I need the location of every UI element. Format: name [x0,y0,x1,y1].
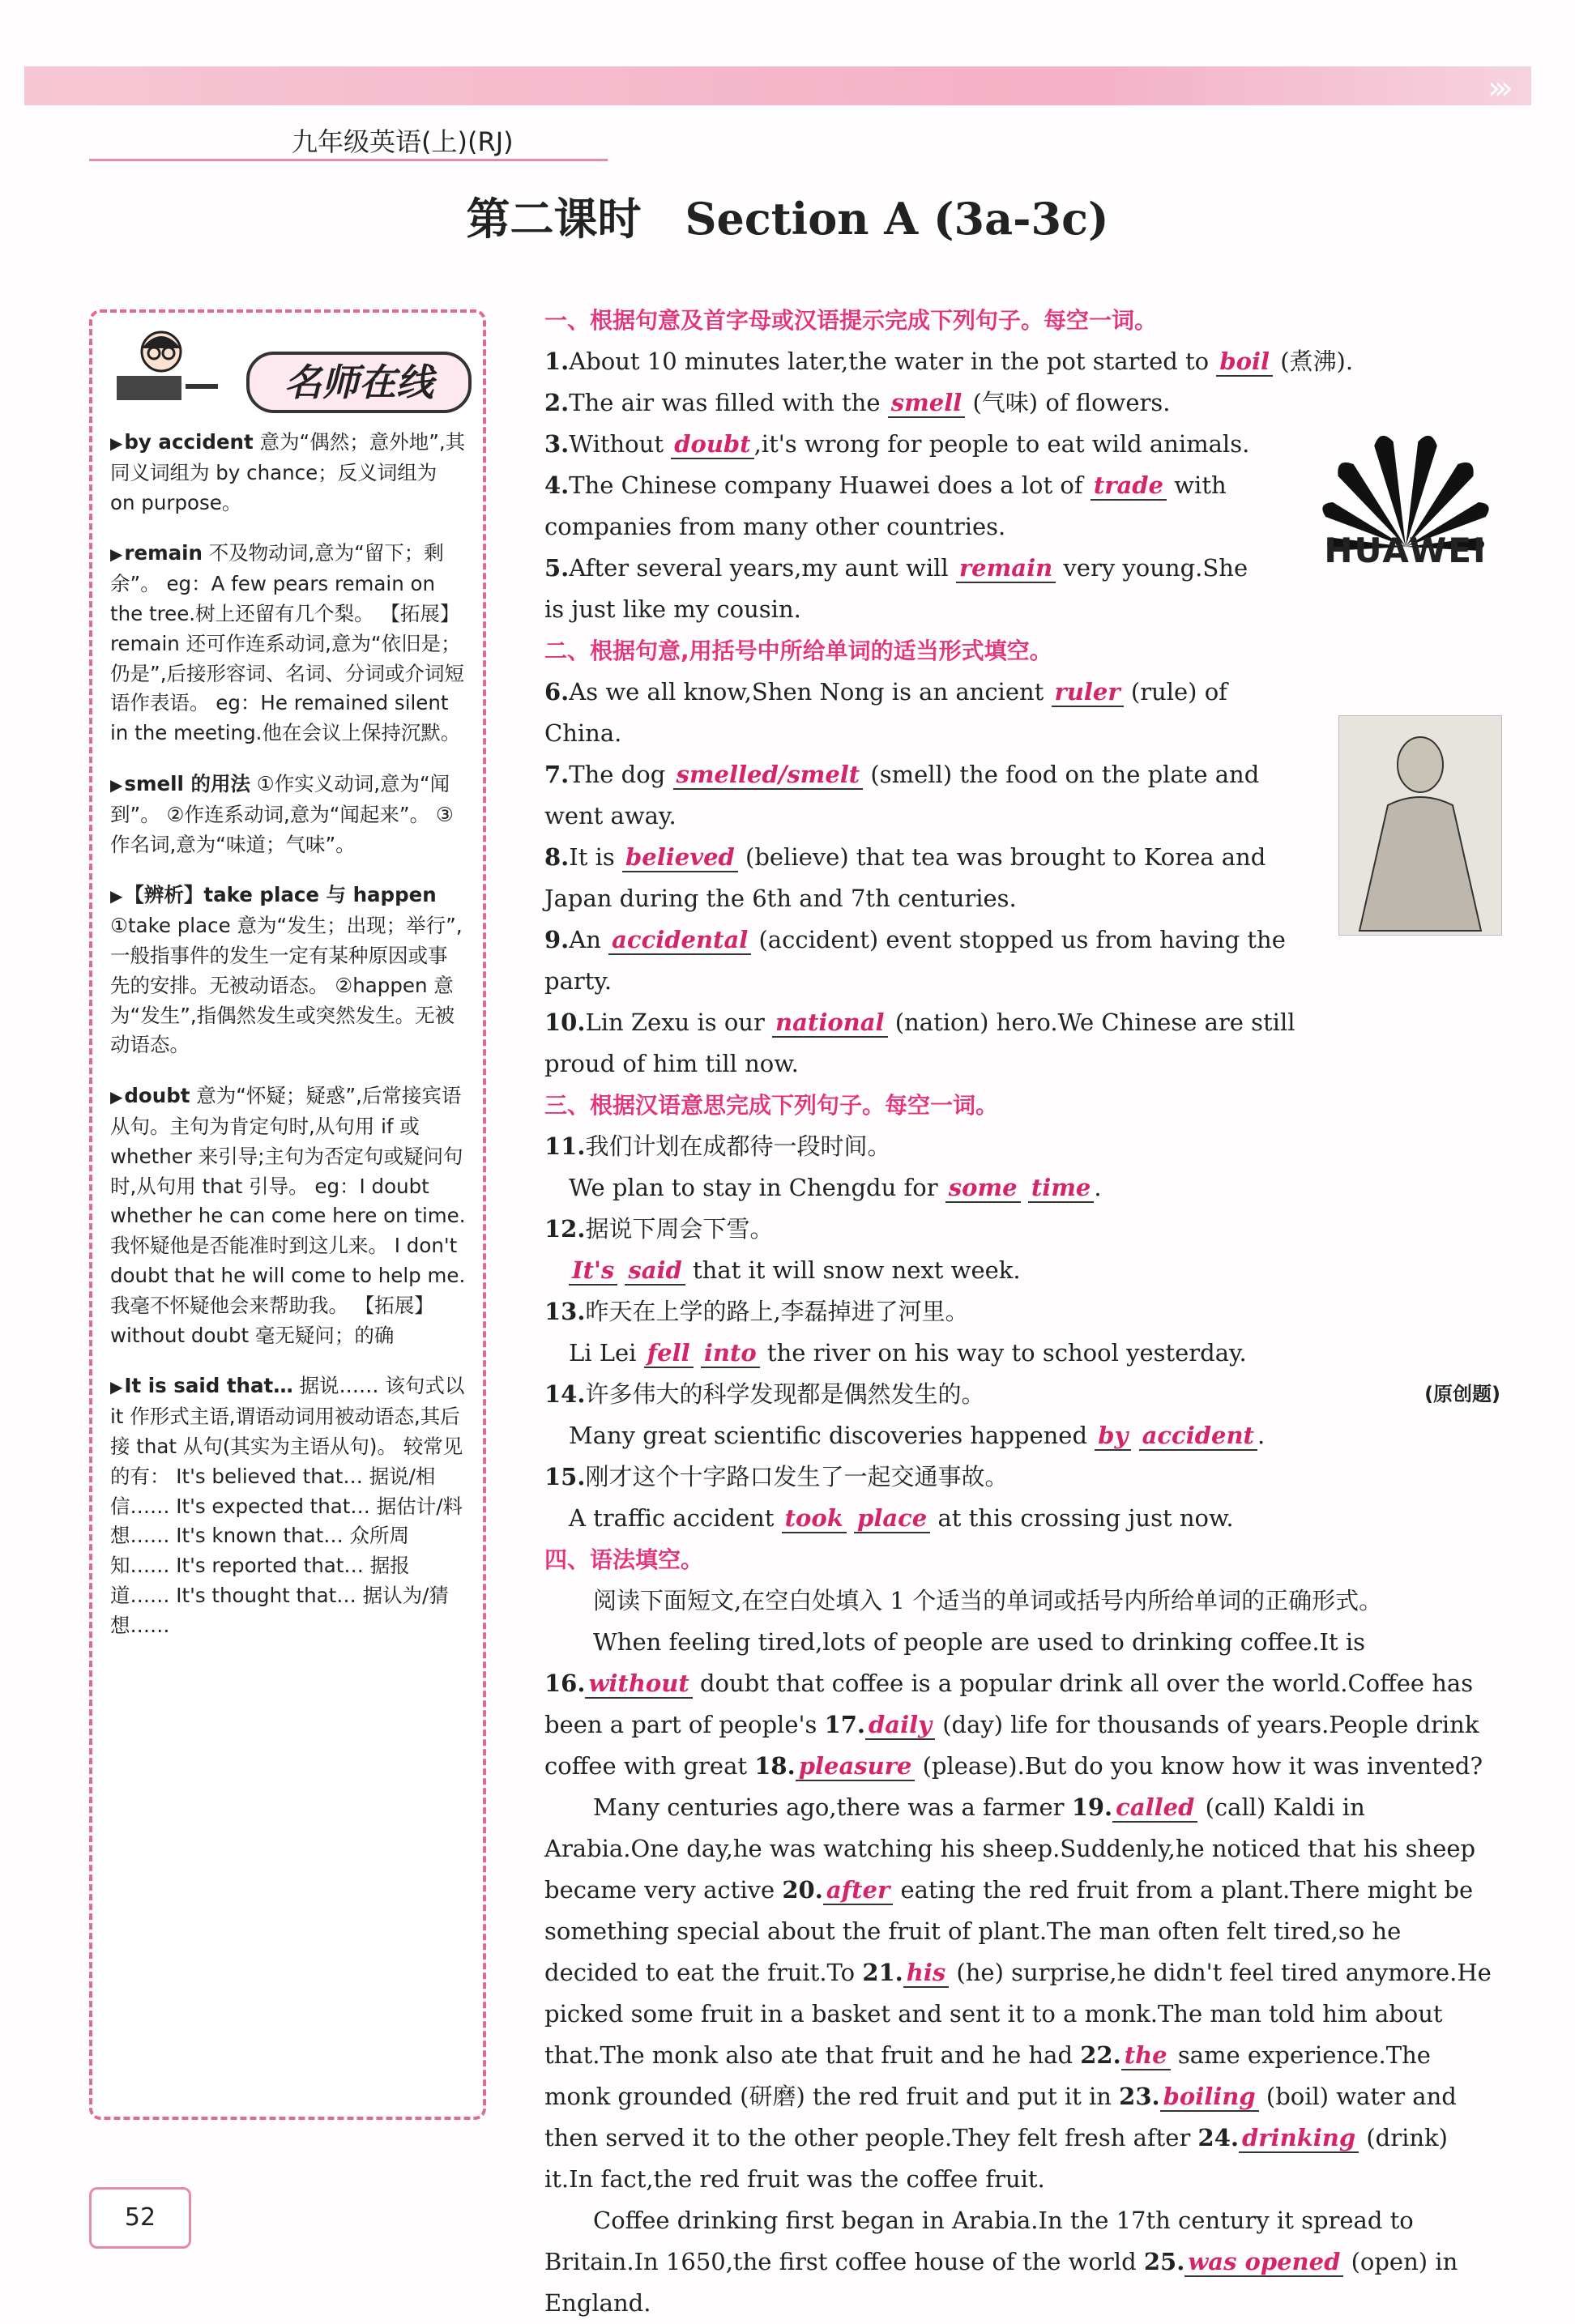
question-text: (smell) the food on the plate and went away. [544,761,1260,829]
notes-list [110,428,467,1661]
page-number: 52 [89,2187,191,2249]
note-item [110,881,467,1060]
question-text: . [1257,1422,1266,1449]
cloze-text: (boil) water and then served it to the other people.They felt fresh after [544,2083,1457,2151]
question-14 [544,1374,1500,1415]
answer-blank: It's [569,1256,617,1286]
answer-blank: trade [1091,471,1167,501]
cloze-instructions: 阅读下面短文,在空白处填入 1 个适当的单词或括号内所给单词的正确形式。 [593,1587,1383,1614]
question-text: The Chinese company Huawei does a lot of [569,471,1083,499]
note-heading: ▶ 【辨析】take place 与 happen [110,883,437,906]
question-text: Li Lei [569,1339,637,1367]
blank-number: 22. [1080,2041,1121,2069]
cloze-text: (please).But do you know how it was invented? [922,1752,1483,1780]
cloze-text: When feeling tired,lots of people are used to drinking coffee.It is [593,1628,1366,1656]
question-number: 12. [544,1215,586,1243]
question-chinese: 我们计划在成都待一段时间。 [585,1132,891,1160]
question-13-en [544,1333,1500,1374]
question-text: After several years,my aunt will [569,554,949,582]
answer-blank: pleasure [796,1752,916,1781]
blank-number: 24. [1197,2124,1239,2151]
question-number: 5. [544,554,570,582]
answer-blank: smell [888,389,966,418]
cloze-text: (open) in England. [544,2248,1458,2317]
answer-blank: by [1095,1422,1131,1451]
question-text: (rule) of China. [544,678,1227,747]
note-heading: ▶ by accident [110,430,254,454]
answer-blank: doubt [671,430,753,459]
question-number: 9. [544,926,570,953]
cloze-text: Coffee drinking first began in Arabia.In the 17th century it spread to Britain.In 1650,the first coffee house of the world [544,2207,1414,2275]
question-13 [544,1291,1500,1333]
question-11-en [544,1167,1500,1209]
question-text: (believe) that tea was brought to Korea and Japan during the 6th and 7th centuries. [544,843,1266,912]
answer-blank: some [945,1174,1021,1203]
cloze-text: Many centuries ago,there was a farmer [593,1793,1065,1821]
question-number: 6. [544,678,570,706]
blank-number: 17. [824,1711,866,1738]
answer-blank: time [1028,1174,1095,1203]
note-body: 意为“怀疑；疑惑”,后常接宾语从句。主句为肯定句时,从句用 if 或 whether 来引导;主句为否定句或疑问句时,从句用 that 引导。 eg：I doubt whether he can come here on time.我怀疑他是否能准时到这儿来。 I don't doubt that he will come to help me.我毫不怀疑他会来帮助我。 【拓展】without doubt 毫无疑问；的确 [110,1084,466,1347]
answer-blank: into [701,1339,760,1368]
answer-blank: fell [644,1339,694,1368]
question-9 [544,919,1306,1002]
question-chinese: 刚才这个十字路口发生了一起交通事故。 [585,1463,1009,1490]
question-text: A traffic accident [569,1504,775,1532]
question-text: very young.She is just like my cousin. [544,554,1248,623]
answer-blank: said [625,1256,685,1286]
note-item [110,770,467,859]
answer-blank: boiling [1160,2083,1259,2112]
answer-blank: after [823,1876,893,1905]
question-4 [544,465,1274,548]
original-tag: (原创题) [1424,1383,1500,1405]
note-body: 不及物动词,意为“留下；剩余”。 eg：A few pears remain on the tree.树上还留有几个梨。 【拓展】remain 还可作连系动词,意为“依旧是；仍是”,后接形容词、名词、分词或介词短语作表语。 eg：He remained silent in the meeting.他在会议上保持沉默。 [110,541,464,745]
cloze-text: same experience.The monk grounded (研磨) the red fruit and put it in [544,2041,1431,2110]
cloze-paragraph-2 [544,1787,1500,2200]
question-number: 15. [544,1463,586,1490]
question-text: Many great scientific discoveries happened [569,1422,1088,1449]
question-text: (accident) event stopped us from having the party. [544,926,1286,995]
cloze-text: (day) life for thousands of years.People drink coffee with great [544,1711,1479,1780]
answer-blank: smelled/smelt [673,761,864,790]
sidebar-header [109,321,473,410]
answer-blank: daily [865,1711,935,1740]
arrows-icon: ››› [1488,70,1507,107]
cloze-text: (drink) it.In fact,the red fruit was the coffee fruit. [544,2124,1448,2193]
question-number: 4. [544,471,570,499]
question-number: 1. [544,348,570,375]
section-heading: 三、根据汉语意思完成下列句子。每空一词。 [544,1092,999,1119]
question-text: The dog [569,761,666,788]
answer-blank: ruler [1052,678,1124,707]
question-text: with companies from many other countries. [544,471,1227,540]
answer-blank: without [585,1669,692,1699]
question-number: 14. [544,1380,586,1408]
answer-blank: national [772,1008,888,1038]
question-2 [544,382,1500,424]
cloze-text: (call) Kaldi in Arabia.One day,he was watching his sheep.Suddenly,he noticed that his sheep became very active [544,1793,1476,1904]
answer-blank: accident [1139,1422,1257,1451]
cloze-text: doubt that coffee is a popular drink all over the world.Coffee has been a part of people's [544,1669,1474,1738]
question-text: ,it's wrong for people to eat wild animals. [753,430,1250,458]
note-item [110,539,467,748]
question-text: Lin Zexu is our [585,1008,765,1036]
answer-blank: boil [1216,348,1273,377]
question-12-en [544,1250,1500,1291]
book-title: 九年级英语(上)(RJ) [292,126,514,157]
answer-blank: remain [956,554,1056,583]
answer-blank: called [1112,1793,1197,1823]
cloze-text: eating the red fruit from a plant.There might be something special about the fruit of plant.The man often felt tired,so he decided to eat the fruit.To [544,1876,1474,1986]
question-text: Without [569,430,664,458]
blank-number: 25. [1143,2248,1185,2275]
note-body: 据说…… 该句式以 it 作形式主语,谓语动词用被动语态,其后接 that 从句(其实为主语从句)。 较常见的有： It's believed that… 据说/相信…… It's expected that… 据估计/料想…… It's known that… 众所周知…… It's reported that… 据报道…… It's thought that… 据认为/猜想…… [110,1374,465,1637]
cloze-paragraph-3 [544,2200,1500,2324]
cloze-text: (he) surprise,he didn't feel tired anymore.He picked some fruit in a basket and sent it to a monk.The man told him about that.The monk also ate that fruit and he had [544,1959,1492,2069]
answer-blank: place [854,1504,930,1533]
exercise-column [544,300,1500,2324]
question-number: 10. [544,1008,586,1036]
question-number: 13. [544,1298,586,1325]
lesson-title: 第二课时 Section A (3a-3c) [466,193,1109,245]
teacher-sidebar [89,309,486,2120]
note-item [110,1371,467,1640]
answer-blank: was opened [1184,2248,1343,2277]
question-chinese: 许多伟大的科学发现都是偶然发生的。 [585,1380,985,1408]
answer-blank: drinking [1239,2124,1359,2153]
blank-number: 21. [862,1959,903,1986]
question-text: The air was filled with the [569,389,881,416]
question-text: (气味) of flowers. [972,389,1171,416]
question-15-en [544,1498,1500,1539]
question-text: It is [569,843,615,871]
note-body: ①take place 意为“发生；出现；举行”,一般指事件的发生一定有某种原因或事先的安排。无被动语态。 ②happen 意为“发生”,指偶然发生或突然发生。无被动语态。 [110,914,463,1057]
question-15 [544,1456,1500,1498]
question-7 [544,754,1306,837]
question-number: 7. [544,761,570,788]
note-item [110,428,467,518]
note-heading: ▶ doubt [110,1084,190,1107]
section-heading: 一、根据句意及首字母或汉语提示完成下列句子。每空一词。 [544,307,1158,334]
blank-number: 16. [544,1669,586,1697]
section-heading: 二、根据句意,用括号中所给单词的适当形式填空。 [544,638,1052,664]
question-6 [544,672,1306,754]
teacher-icon [117,327,222,404]
question-text: About 10 minutes later,the water in the pot started to [569,348,1210,375]
blank-number: 23. [1119,2083,1160,2110]
question-11 [544,1126,1500,1167]
question-text: the river on his way to school yesterday. [766,1339,1247,1367]
blank-number: 18. [754,1752,796,1780]
question-14-en [544,1415,1500,1456]
sidebar-banner: 名师在线 [246,352,472,413]
note-heading: ▶ smell 的用法 [110,772,250,795]
question-text: An [569,926,601,953]
question-3 [544,424,1500,465]
answer-blank: accidental [608,926,751,955]
answer-blank: took [782,1504,847,1533]
note-body: 意为“偶然；意外地”,其同义词组为 by chance；反义词组为 on purpose。 [110,430,466,514]
question-number: 11. [544,1132,586,1160]
question-chinese: 昨天在上学的路上,李磊掉进了河里。 [585,1298,969,1325]
cloze-paragraph-1 [544,1622,1500,1787]
note-heading: ▶ remain [110,541,203,565]
answer-blank: his [903,1959,949,1988]
question-text: (煮沸). [1280,348,1354,375]
question-12 [544,1209,1500,1250]
question-number: 2. [544,389,570,416]
question-number: 8. [544,843,570,871]
note-item [110,1081,467,1350]
question-10 [544,1002,1306,1085]
question-8 [544,837,1306,919]
huawei-logo-text: HUAWEI [1324,531,1488,570]
top-band [24,66,1531,105]
answer-blank: the [1121,2041,1171,2070]
section-heading: 四、语法填空。 [544,1546,704,1573]
question-text: at this crossing just now. [937,1504,1234,1532]
question-text: (nation) hero.We Chinese are still proud of him till now. [544,1008,1295,1077]
question-5 [544,548,1274,630]
question-1 [544,341,1500,382]
question-number: 3. [544,430,570,458]
note-heading: ▶ It is said that… [110,1374,293,1397]
blank-number: 19. [1071,1793,1113,1821]
header-line [89,159,608,161]
question-text: As we all know,Shen Nong is an ancient [569,678,1044,706]
question-text: . [1094,1174,1102,1201]
question-chinese: 据说下周会下雪。 [585,1215,774,1243]
blank-number: 20. [782,1876,823,1904]
question-text: that it will snow next week. [693,1256,1021,1284]
note-body: ①作实义动词,意为“闻到”。 ②作连系动词,意为“闻起来”。 ③作名词,意为“味道；气味”。 [110,771,454,856]
answer-blank: believed [622,843,738,872]
question-text: We plan to stay in Chengdu for [569,1174,938,1201]
